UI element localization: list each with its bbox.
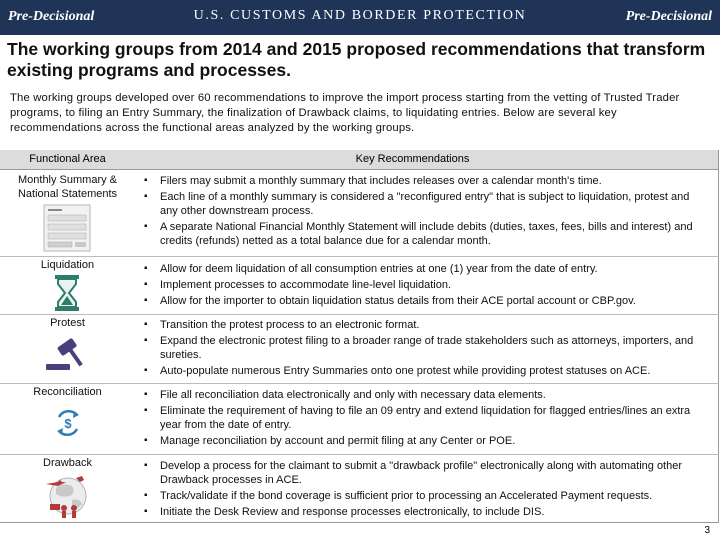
hourglass-icon xyxy=(54,274,80,312)
dollar-sign: $ xyxy=(64,416,72,431)
recommendations-drawback xyxy=(144,459,704,521)
list-item: ▪ Allow for deem liquidation of all consumption entries at one (1) year from the date of entry. xyxy=(144,262,704,276)
page-title: The working groups from 2014 and 2015 proposed recommendations that transform existing programs and processes. xyxy=(7,39,706,80)
intro-paragraph: The working groups developed over 60 recommendations to improve the import process starting from the vetting of Trusted Trader programs, to filing an Entry Summary, the finalization of Drawback claims, to liquidating entries. Below are several key recommendations across the functional areas analyzed by the working groups. xyxy=(10,92,680,134)
pre-decisional-left: Pre-Decisional xyxy=(8,9,95,24)
list-item: ▪ Manage reconciliation by account and permit filing at any Center or POE. xyxy=(144,434,704,448)
recommendations-monthly-summary xyxy=(144,174,704,250)
row-divider xyxy=(0,314,719,315)
pre-decisional-right: Pre-Decisional xyxy=(625,9,712,24)
column-header-key-recommendations: Key Recommendations xyxy=(355,153,470,165)
list-item: ▪ A separate National Financial Monthly Statement will include debits (duties, taxes, fees, bills and interest) and credits (refunds) netted as a total balance due for a calendar month. xyxy=(144,220,704,248)
list-item: ▪ Eliminate the requirement of having to file an 09 entry and extend liquidation for flagged entries/lines an extra year from the date of entry. xyxy=(144,404,704,432)
list-item: ▪ Develop a process for the claimant to submit a "drawback profile" electronically along with automating other Drawback processes in ACE. xyxy=(144,459,704,487)
agency-name: U.S. CUSTOMS AND BORDER PROTECTION xyxy=(193,8,527,23)
list-item: ▪ Each line of a monthly summary is considered a "reconfigured entry" that is subject to liquidation, protest and any other downstream process. xyxy=(144,190,704,218)
list-item: ▪ Implement processes to accommodate line-level liquidation. xyxy=(144,278,704,292)
list-item: ▪ Auto-populate numerous Entry Summaries onto one protest while providing protest statuses on ACE. xyxy=(144,364,704,378)
list-item: ▪ File all reconciliation data electronically and only with necessary data elements. xyxy=(144,388,704,402)
recommendations-liquidation xyxy=(144,262,704,310)
area-drawback: Drawback xyxy=(43,457,92,469)
list-item: ▪ Allow for the importer to obtain liquidation status details from their ACE portal account or CBP.gov. xyxy=(144,294,704,308)
top-banner xyxy=(0,0,720,35)
gavel-icon xyxy=(44,338,90,372)
globe-trade-icon xyxy=(42,474,94,518)
column-header-functional-area: Functional Area xyxy=(29,153,106,165)
document-form-icon xyxy=(42,203,92,253)
list-item: ▪ Transition the protest process to an electronic format. xyxy=(144,318,704,332)
list-item: ▪ Filers may submit a monthly summary that includes releases over a calendar month's time. xyxy=(144,174,704,188)
dollar-cycle-icon xyxy=(53,407,83,439)
list-item: ▪ Expand the electronic protest filing to a broader range of trade stakeholders such as attorneys, importers, and sureties. xyxy=(144,334,704,362)
recommendations-protest xyxy=(144,318,704,380)
recommendations-reconciliation xyxy=(144,388,704,450)
list-item: ▪ Track/validate if the bond coverage is sufficient prior to processing an Accelerated Payment requests. xyxy=(144,489,704,503)
area-protest: Protest xyxy=(50,317,85,329)
row-divider xyxy=(0,383,719,384)
row-divider xyxy=(0,454,719,455)
list-item: ▪ Initiate the Desk Review and response processes electronically, to include DIS. xyxy=(144,505,704,519)
area-monthly-summary: Monthly Summary & National Statements xyxy=(17,174,118,200)
area-liquidation: Liquidation xyxy=(40,259,95,271)
row-divider xyxy=(0,256,719,257)
area-reconciliation: Reconciliation xyxy=(33,386,102,398)
page-number: 3 xyxy=(704,525,710,536)
